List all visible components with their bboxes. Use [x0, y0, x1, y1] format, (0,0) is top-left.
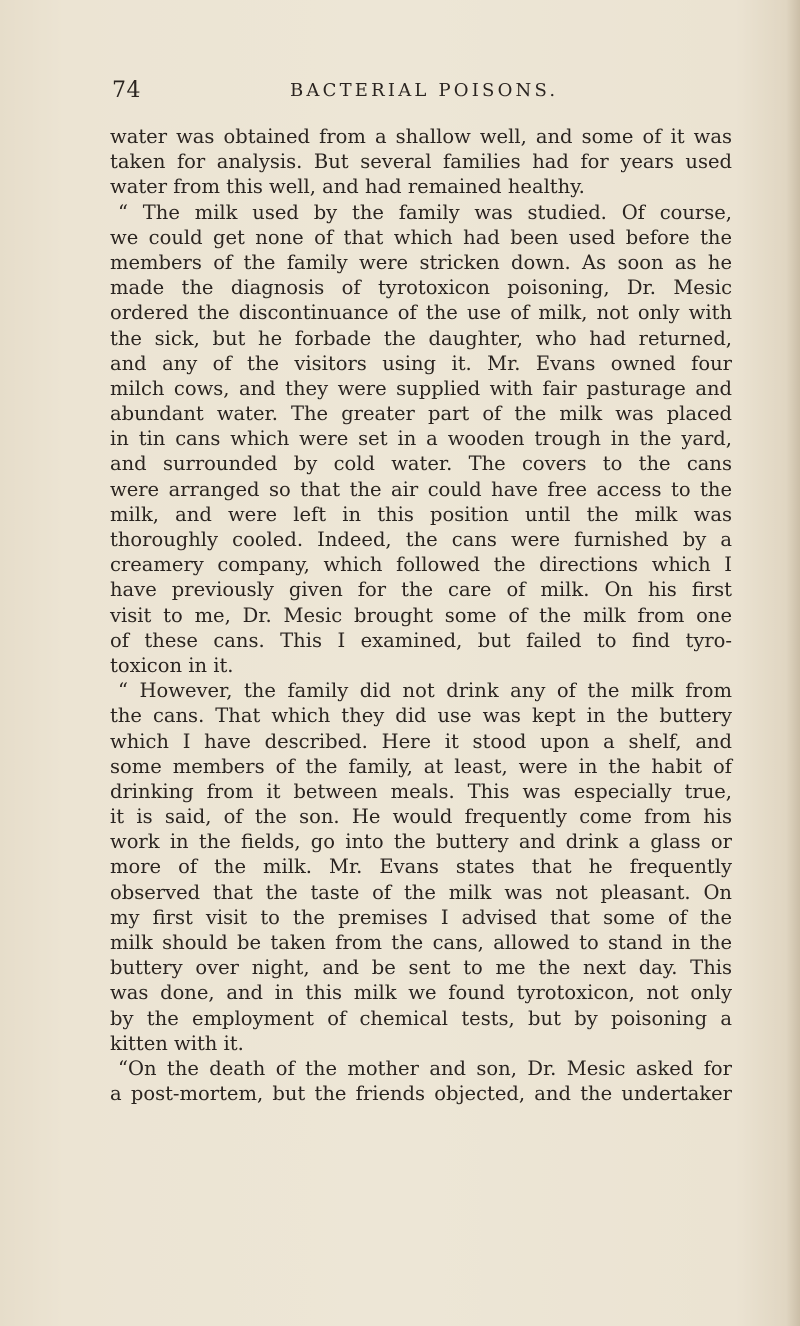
text-line: water from this well, and had remained healthy.: [110, 175, 585, 199]
text-line: which I have described. Here it stood upon a shelf, and: [110, 729, 732, 753]
text-line: was done, and in this milk we found tyrotoxicon, not only: [110, 981, 732, 1005]
text-line: “ The milk used by the family was studied. Of course,: [118, 200, 732, 224]
text-line: toxicon in it.: [110, 653, 234, 677]
text-line: members of the family were stricken down. As soon as he: [110, 250, 732, 274]
text-line: milch cows, and they were supplied with fair pasturage and: [110, 376, 732, 400]
text-line: it is said, of the son. He would frequently come from his: [110, 805, 732, 829]
text-line: drinking from it between meals. This was especially true,: [110, 779, 732, 803]
text-line: “On the death of the mother and son, Dr. Mesic asked for: [118, 1056, 732, 1080]
text-line: a post-mortem, but the friends objected, and the undertaker: [110, 1082, 732, 1106]
text-line: more of the milk. Mr. Evans states that he frequently: [110, 855, 732, 879]
page-number: 74: [112, 78, 141, 103]
text-line: and any of the visitors using it. Mr. Evans owned four: [110, 351, 732, 375]
page-header: [0, 78, 800, 108]
text-line: milk should be taken from the cans, allowed to stand in the: [110, 931, 732, 954]
text-line: we could get none of that which had been used before the: [110, 225, 732, 249]
text-line: made the diagnosis of tyrotoxicon poisoning, Dr. Mesic: [110, 276, 732, 300]
text-line: have previously given for the care of milk. On his first: [110, 578, 732, 602]
text-line: my first visit to the premises I advised that some of the: [110, 905, 732, 929]
text-line: kitten with it.: [110, 1031, 244, 1055]
text-line: “ However, the family did not drink any of the milk from: [118, 679, 732, 703]
text-line: thoroughly cooled. Indeed, the cans were furnished by a: [110, 528, 732, 551]
text-line: by the employment of chemical tests, but by poisoning a: [110, 1006, 732, 1030]
running-head: BACTERIAL POISONS.: [290, 80, 559, 101]
text-line: the cans. That which they did use was kept in the buttery: [110, 704, 732, 728]
text-line: water was obtained from a shallow well, and some of it was: [110, 125, 732, 148]
page-edge-shadow: [786, 0, 800, 1326]
text-line: buttery over night, and be sent to me the next day. This: [110, 956, 732, 980]
text-line: the sick, but he forbade the daughter, who had returned,: [110, 326, 732, 350]
text-line: some members of the family, at least, were in the habit of: [110, 754, 732, 778]
text-line: milk, and were left in this position until the milk was: [110, 502, 732, 526]
body-text: [110, 124, 732, 1106]
text-line: and surrounded by cold water. The covers to the cans: [110, 452, 732, 476]
text-line: taken for analysis. But several families had for years used: [110, 150, 732, 174]
text-line: were arranged so that the air could have free access to the: [110, 477, 732, 501]
text-line: abundant water. The greater part of the milk was placed: [110, 402, 732, 426]
text-line: creamery company, which followed the directions which I: [110, 553, 732, 577]
text-line: observed that the taste of the milk was not pleasant. On: [110, 880, 732, 904]
text-line: work in the fields, go into the buttery and drink a glass or: [110, 830, 732, 854]
text-line: of these cans. This I examined, but failed to find tyro-: [110, 628, 732, 652]
text-line: ordered the discontinuance of the use of milk, not only with: [110, 301, 732, 325]
text-line: in tin cans which were set in a wooden trough in the yard,: [110, 427, 732, 451]
text-line: visit to me, Dr. Mesic brought some of the milk from one: [110, 603, 732, 627]
